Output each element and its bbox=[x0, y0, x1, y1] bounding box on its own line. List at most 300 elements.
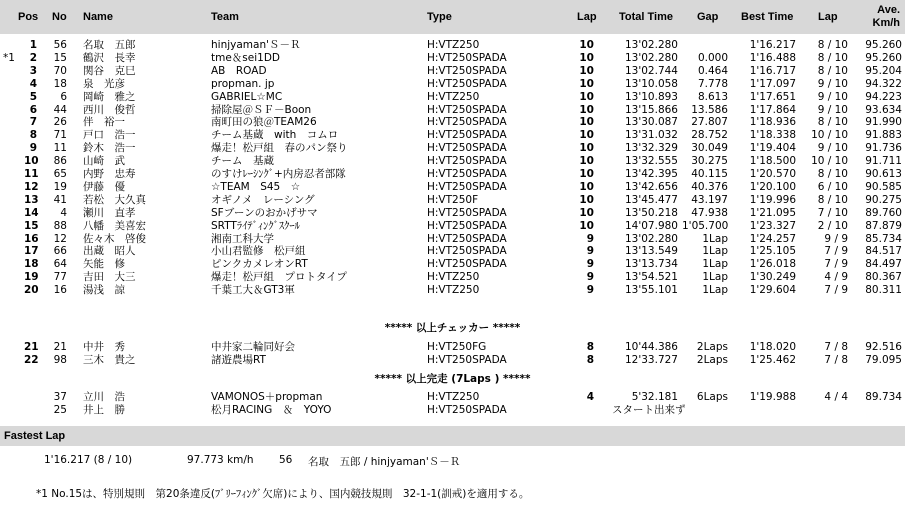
row-best-time: 1'19.996 bbox=[749, 194, 796, 206]
results-header bbox=[0, 0, 905, 34]
row-lap: 9 bbox=[586, 271, 594, 283]
row-pos: 21 bbox=[24, 341, 39, 353]
row-lap: 10 bbox=[579, 91, 594, 103]
header-total-time: Total Time bbox=[619, 11, 673, 23]
row-lap: 10 bbox=[579, 129, 594, 141]
row-name: 八幡 美喜宏 bbox=[83, 220, 146, 232]
row-gap: 40.376 bbox=[691, 181, 728, 193]
row-gap: 1Lap bbox=[702, 284, 728, 296]
row-name: 三木 貴之 bbox=[83, 354, 136, 366]
row-best-time: 1'30.249 bbox=[749, 271, 796, 283]
row-type: H:VT250SPADA bbox=[427, 116, 507, 128]
row-gap: 40.115 bbox=[691, 168, 728, 180]
row-gap: 43.197 bbox=[691, 194, 728, 206]
row-type: H:VT250SPADA bbox=[427, 404, 507, 416]
row-type: H:VT250SPADA bbox=[427, 52, 507, 64]
row-name: 名取 五郎 bbox=[83, 39, 136, 51]
row-gap: 0.464 bbox=[697, 65, 728, 77]
row-pos: 12 bbox=[24, 181, 39, 193]
row-lap: 10 bbox=[579, 207, 594, 219]
row-team: オギノメ レーシング bbox=[211, 194, 315, 206]
table-row bbox=[0, 404, 905, 416]
header-best-time: Best Time bbox=[741, 11, 794, 23]
row-name: 井上 勝 bbox=[83, 404, 125, 416]
header-team: Team bbox=[211, 11, 239, 23]
row-team: AB ROAD bbox=[211, 65, 267, 77]
row-best-time: 1'25.462 bbox=[749, 354, 796, 366]
row-total-time: 10'44.386 bbox=[625, 341, 678, 353]
row-no: 19 bbox=[53, 181, 67, 193]
row-pos: 6 bbox=[29, 104, 37, 116]
checker-separator-label: ***** 以上チェッカー ***** bbox=[384, 322, 521, 334]
row-best-lap: 10 / 10 bbox=[811, 155, 848, 167]
row-ave: 79.095 bbox=[865, 354, 902, 366]
fastest-lap-rider: 名取 五郎 / hinjyaman'Ｓ－Ｒ bbox=[308, 456, 461, 468]
table-row bbox=[0, 65, 905, 77]
footnote: *1 No.15は、特別規則 第20条違反(ﾌﾞﾘｰﾌｨﾝｸﾞ欠席)により、国内競技規則 32-1-1(訓戒)を適用する。 bbox=[36, 488, 530, 500]
row-type: H:VT250SPADA bbox=[427, 258, 507, 270]
row-no: 6 bbox=[60, 91, 67, 103]
row-lap: 10 bbox=[579, 168, 594, 180]
row-lap: 8 bbox=[586, 341, 594, 353]
row-lap: 10 bbox=[579, 181, 594, 193]
row-best-lap: 9 / 9 bbox=[824, 233, 848, 245]
row-gap: 30.275 bbox=[691, 155, 728, 167]
row-best-lap: 7 / 9 bbox=[824, 245, 848, 257]
row-mark: *1 bbox=[3, 52, 15, 64]
row-name: 湯浅 諒 bbox=[83, 284, 125, 296]
row-best-time: 1'17.864 bbox=[749, 104, 796, 116]
row-total-time: 13'55.101 bbox=[625, 284, 678, 296]
row-total-time: 13'02.280 bbox=[625, 39, 678, 51]
row-team: GABRIEL☆MC bbox=[211, 91, 283, 103]
table-row bbox=[0, 194, 905, 206]
row-total-time: 13'02.744 bbox=[625, 65, 678, 77]
row-ave: 85.734 bbox=[865, 233, 902, 245]
row-best-time: 1'18.020 bbox=[749, 341, 796, 353]
row-type: H:VT250SPADA bbox=[427, 129, 507, 141]
row-best-time: 1'16.488 bbox=[749, 52, 796, 64]
row-best-time: 1'21.095 bbox=[749, 207, 796, 219]
row-gap: 0.000 bbox=[697, 52, 728, 64]
row-pos: 19 bbox=[24, 271, 39, 283]
row-team: ピンクカメレオンRT bbox=[211, 258, 308, 270]
row-gap: 28.752 bbox=[691, 129, 728, 141]
row-gap: 47.938 bbox=[691, 207, 728, 219]
row-best-time: 1'18.338 bbox=[749, 129, 796, 141]
row-team: ☆TEAM S45 ☆ bbox=[211, 181, 301, 193]
row-gap: 1Lap bbox=[702, 245, 728, 257]
row-team: 南町田の狼＠TEAM26 bbox=[211, 116, 317, 128]
row-name: 関谷 克巳 bbox=[83, 65, 136, 77]
row-pos: 1 bbox=[29, 39, 37, 51]
row-team: 諸遊農場RT bbox=[211, 354, 266, 366]
row-pos: 11 bbox=[24, 168, 39, 180]
row-pos: 8 bbox=[29, 129, 37, 141]
row-ave: 84.497 bbox=[865, 258, 902, 270]
row-team: SRTTﾗｲﾃﾞｨﾝｸﾞｽｸｰﾙ bbox=[211, 220, 300, 232]
fastest-lap-line bbox=[0, 454, 905, 468]
row-best-time: 1'18.500 bbox=[749, 155, 796, 167]
row-gap: 1'05.700 bbox=[682, 220, 729, 232]
row-name: 伴 裕一 bbox=[83, 116, 125, 128]
row-total-time: 12'33.727 bbox=[625, 354, 678, 366]
row-ave: 95.260 bbox=[865, 52, 902, 64]
row-gap: 27.807 bbox=[691, 116, 728, 128]
header-no: No bbox=[52, 11, 67, 23]
table-row bbox=[0, 129, 905, 141]
row-best-lap: 9 / 10 bbox=[817, 142, 848, 154]
row-best-lap: 7 / 9 bbox=[824, 258, 848, 270]
table-row bbox=[0, 52, 905, 64]
row-team: SFブーンのおかげサマ bbox=[211, 207, 318, 219]
row-lap: 10 bbox=[579, 78, 594, 90]
row-total-time: 13'10.893 bbox=[625, 91, 678, 103]
row-team: 爆走！松戸組 春のパン祭り bbox=[211, 142, 348, 154]
row-total-time: スタート出来ず bbox=[612, 404, 686, 416]
table-row bbox=[0, 245, 905, 257]
row-gap: 1Lap bbox=[702, 271, 728, 283]
row-no: 4 bbox=[60, 207, 67, 219]
row-name: 吉田 大三 bbox=[83, 271, 136, 283]
row-team: VAMONOS＋propman bbox=[211, 391, 323, 403]
table-row bbox=[0, 284, 905, 296]
row-pos: 7 bbox=[29, 116, 37, 128]
row-ave: 95.260 bbox=[865, 39, 902, 51]
header-ave bbox=[852, 4, 900, 30]
header-name: Name bbox=[83, 11, 113, 23]
row-ave: 93.634 bbox=[865, 104, 902, 116]
table-row bbox=[0, 181, 905, 193]
row-total-time: 13'02.280 bbox=[625, 233, 678, 245]
row-best-lap: 7 / 8 bbox=[824, 341, 848, 353]
row-lap: 10 bbox=[579, 39, 594, 51]
row-pos: 22 bbox=[24, 354, 39, 366]
row-name: 泉 光彦 bbox=[83, 78, 125, 90]
row-best-time: 1'17.097 bbox=[749, 78, 796, 90]
row-pos: 16 bbox=[24, 233, 39, 245]
row-best-lap: 8 / 10 bbox=[817, 116, 848, 128]
row-type: H:VT250SPADA bbox=[427, 142, 507, 154]
header-pos: Pos bbox=[18, 11, 39, 23]
header-ave-line2: Km/h bbox=[872, 17, 900, 29]
row-pos: 13 bbox=[24, 194, 39, 206]
row-gap: 13.586 bbox=[691, 104, 728, 116]
row-no: 44 bbox=[53, 104, 67, 116]
row-team: チーム基蔵 with コムロ bbox=[211, 129, 339, 141]
row-pos: 10 bbox=[24, 155, 39, 167]
row-name: 矢能 修 bbox=[83, 258, 125, 270]
row-no: 70 bbox=[53, 65, 67, 77]
row-no: 41 bbox=[53, 194, 67, 206]
row-type: H:VT250FG bbox=[427, 341, 487, 353]
row-name: 佐々木 啓俊 bbox=[83, 233, 146, 245]
table-row bbox=[0, 391, 905, 403]
row-ave: 87.879 bbox=[865, 220, 902, 232]
row-gap: 7.778 bbox=[697, 78, 728, 90]
row-best-lap: 8 / 10 bbox=[817, 65, 848, 77]
row-best-lap: 9 / 10 bbox=[817, 104, 848, 116]
row-total-time: 13'42.395 bbox=[625, 168, 678, 180]
row-best-lap: 6 / 10 bbox=[817, 181, 848, 193]
row-best-lap: 9 / 10 bbox=[817, 78, 848, 90]
row-total-time: 13'32.329 bbox=[625, 142, 678, 154]
row-total-time: 13'30.087 bbox=[625, 116, 678, 128]
row-type: H:VTZ250 bbox=[427, 271, 480, 283]
row-total-time: 13'42.656 bbox=[625, 181, 678, 193]
header-gap: Gap bbox=[697, 11, 719, 23]
row-type: H:VTZ250 bbox=[427, 391, 480, 403]
row-best-time: 1'29.604 bbox=[749, 284, 796, 296]
row-lap: 10 bbox=[579, 194, 594, 206]
row-no: 21 bbox=[53, 341, 67, 353]
row-total-time: 13'13.734 bbox=[625, 258, 678, 270]
row-gap: 6Laps bbox=[696, 391, 728, 403]
row-ave: 90.613 bbox=[865, 168, 902, 180]
row-lap: 10 bbox=[579, 65, 594, 77]
row-best-time: 1'17.651 bbox=[749, 91, 796, 103]
table-row bbox=[0, 104, 905, 116]
row-best-time: 1'20.570 bbox=[749, 168, 796, 180]
row-best-lap: 7 / 10 bbox=[817, 207, 848, 219]
row-total-time: 13'32.555 bbox=[625, 155, 678, 167]
row-no: 11 bbox=[53, 142, 67, 154]
row-best-time: 1'16.217 bbox=[749, 39, 796, 51]
row-gap: 1Lap bbox=[702, 233, 728, 245]
row-no: 26 bbox=[53, 116, 67, 128]
row-team: 掃除屋＠ＳＦ－Boon bbox=[211, 104, 312, 116]
row-team: propman. jp bbox=[211, 78, 275, 90]
row-lap: 4 bbox=[586, 391, 594, 403]
row-type: H:VTZ250 bbox=[427, 284, 480, 296]
row-name: 鈴木 浩一 bbox=[83, 142, 136, 154]
table-row bbox=[0, 271, 905, 283]
row-pos: 18 bbox=[24, 258, 39, 270]
row-gap: 2Laps bbox=[696, 354, 728, 366]
row-name: 西川 俊哲 bbox=[83, 104, 136, 116]
finish-separator-label: ***** 以上完走 (7Laps ) ***** bbox=[374, 373, 531, 385]
table-row bbox=[0, 220, 905, 232]
row-name: 伊藤 優 bbox=[83, 181, 125, 193]
row-lap: 10 bbox=[579, 104, 594, 116]
table-row bbox=[0, 142, 905, 154]
table-row bbox=[0, 39, 905, 51]
row-name: 山崎 武 bbox=[83, 155, 125, 167]
row-best-time: 1'25.105 bbox=[749, 245, 796, 257]
table-row bbox=[0, 233, 905, 245]
row-no: 56 bbox=[53, 39, 67, 51]
row-best-lap: 8 / 10 bbox=[817, 168, 848, 180]
table-row bbox=[0, 258, 905, 270]
row-best-time: 1'20.100 bbox=[749, 181, 796, 193]
row-total-time: 13'50.218 bbox=[625, 207, 678, 219]
row-best-lap: 7 / 9 bbox=[824, 284, 848, 296]
row-name: 岡崎 雅之 bbox=[83, 91, 136, 103]
row-team: チーム 基蔵 bbox=[211, 155, 274, 167]
table-row bbox=[0, 168, 905, 180]
row-name: 鶴沢 長幸 bbox=[83, 52, 136, 64]
row-total-time: 13'54.521 bbox=[625, 271, 678, 283]
row-ave: 90.275 bbox=[865, 194, 902, 206]
fastest-lap-no: 56 bbox=[279, 454, 293, 466]
header-type: Type bbox=[427, 11, 452, 23]
row-ave: 92.516 bbox=[865, 341, 902, 353]
row-ave: 94.223 bbox=[865, 91, 902, 103]
row-ave: 89.734 bbox=[865, 391, 902, 403]
row-total-time: 13'31.032 bbox=[625, 129, 678, 141]
row-best-lap: 7 / 8 bbox=[824, 354, 848, 366]
row-no: 88 bbox=[53, 220, 67, 232]
fastest-lap-title: Fastest Lap bbox=[4, 430, 66, 442]
row-no: 12 bbox=[53, 233, 67, 245]
row-gap: 8.613 bbox=[697, 91, 728, 103]
row-best-time: 1'16.717 bbox=[749, 65, 796, 77]
table-row bbox=[0, 91, 905, 103]
row-ave: 91.990 bbox=[865, 116, 902, 128]
row-name: 戸口 浩一 bbox=[83, 129, 136, 141]
row-team: 小山君監修 松戸組 bbox=[211, 245, 306, 257]
row-team: 爆走！松戸組 プロトタイプ bbox=[211, 271, 347, 283]
row-type: H:VT250SPADA bbox=[427, 168, 507, 180]
row-ave: 80.367 bbox=[865, 271, 902, 283]
row-best-lap: 4 / 4 bbox=[824, 391, 848, 403]
row-no: 18 bbox=[53, 78, 67, 90]
row-best-time: 1'19.988 bbox=[749, 391, 796, 403]
row-team: のすけﾚｰｼﾝｸﾞ+内房忍者部隊 bbox=[211, 168, 346, 180]
row-lap: 10 bbox=[579, 142, 594, 154]
row-no: 98 bbox=[53, 354, 67, 366]
row-ave: 94.322 bbox=[865, 78, 902, 90]
row-ave: 90.585 bbox=[865, 181, 902, 193]
row-best-lap: 8 / 10 bbox=[817, 194, 848, 206]
row-name: 若松 大久真 bbox=[83, 194, 146, 206]
row-name: 中井 秀 bbox=[83, 341, 125, 353]
row-best-time: 1'23.327 bbox=[749, 220, 796, 232]
row-lap: 10 bbox=[579, 116, 594, 128]
row-pos: 14 bbox=[24, 207, 39, 219]
table-row bbox=[0, 341, 905, 353]
row-gap: 30.049 bbox=[691, 142, 728, 154]
row-lap: 9 bbox=[586, 258, 594, 270]
row-total-time: 13'15.866 bbox=[625, 104, 678, 116]
row-type: H:VT250SPADA bbox=[427, 245, 507, 257]
row-ave: 95.204 bbox=[865, 65, 902, 77]
row-type: H:VT250SPADA bbox=[427, 207, 507, 219]
row-lap: 9 bbox=[586, 233, 594, 245]
row-no: 64 bbox=[53, 258, 67, 270]
row-no: 37 bbox=[53, 391, 67, 403]
row-pos: 3 bbox=[29, 65, 37, 77]
row-type: H:VT250F bbox=[427, 194, 479, 206]
row-team: tme＆sei1DD bbox=[211, 52, 281, 64]
row-lap: 9 bbox=[586, 245, 594, 257]
fastest-lap-title-bar bbox=[0, 426, 905, 446]
row-best-lap: 10 / 10 bbox=[811, 129, 848, 141]
row-no: 71 bbox=[53, 129, 67, 141]
row-total-time: 5'32.181 bbox=[631, 391, 678, 403]
row-no: 16 bbox=[53, 284, 67, 296]
row-lap: 8 bbox=[586, 354, 594, 366]
row-team: 中井家二輪同好会 bbox=[211, 341, 295, 353]
row-type: H:VTZ250 bbox=[427, 91, 480, 103]
row-total-time: 13'13.549 bbox=[625, 245, 678, 257]
row-pos: 17 bbox=[24, 245, 39, 257]
row-ave: 89.760 bbox=[865, 207, 902, 219]
row-best-time: 1'18.936 bbox=[749, 116, 796, 128]
row-no: 15 bbox=[53, 52, 67, 64]
row-no: 77 bbox=[53, 271, 67, 283]
row-total-time: 13'02.280 bbox=[625, 52, 678, 64]
row-ave: 91.736 bbox=[865, 142, 902, 154]
row-team: hinjyaman'Ｓ－Ｒ bbox=[211, 39, 301, 51]
header-ave-line1: Ave. bbox=[877, 4, 900, 16]
header-lap: Lap bbox=[577, 11, 597, 23]
row-name: 出蔵 昭人 bbox=[83, 245, 136, 257]
table-row bbox=[0, 155, 905, 167]
row-type: H:VT250SPADA bbox=[427, 181, 507, 193]
row-team: 湘南工科大学 bbox=[211, 233, 274, 245]
row-best-lap: 8 / 10 bbox=[817, 52, 848, 64]
row-total-time: 13'10.058 bbox=[625, 78, 678, 90]
row-team: 松月RACING ＆ YOYO bbox=[211, 404, 332, 416]
row-pos: 20 bbox=[24, 284, 39, 296]
row-total-time: 14'07.980 bbox=[625, 220, 678, 232]
row-best-time: 1'19.404 bbox=[749, 142, 796, 154]
table-row bbox=[0, 354, 905, 366]
table-row bbox=[0, 207, 905, 219]
row-pos: 4 bbox=[29, 78, 37, 90]
row-type: H:VT250SPADA bbox=[427, 65, 507, 77]
row-lap: 10 bbox=[579, 220, 594, 232]
row-lap: 9 bbox=[586, 284, 594, 296]
row-ave: 84.517 bbox=[865, 245, 902, 257]
row-best-time: 1'26.018 bbox=[749, 258, 796, 270]
row-type: H:VT250SPADA bbox=[427, 233, 507, 245]
row-lap: 10 bbox=[579, 52, 594, 64]
table-row bbox=[0, 116, 905, 128]
row-pos: 5 bbox=[29, 91, 37, 103]
row-name: 立川 浩 bbox=[83, 391, 125, 403]
row-best-time: 1'24.257 bbox=[749, 233, 796, 245]
row-pos: 15 bbox=[24, 220, 39, 232]
row-lap: 10 bbox=[579, 155, 594, 167]
row-name: 内野 忠寿 bbox=[83, 168, 136, 180]
row-team: 千葉工大＆GT3軍 bbox=[211, 284, 295, 296]
table-row bbox=[0, 78, 905, 90]
row-no: 86 bbox=[53, 155, 67, 167]
row-type: H:VT250SPADA bbox=[427, 354, 507, 366]
row-gap: 2Laps bbox=[696, 341, 728, 353]
row-type: H:VT250SPADA bbox=[427, 104, 507, 116]
row-type: H:VT250SPADA bbox=[427, 220, 507, 232]
row-pos: 2 bbox=[29, 52, 37, 64]
row-pos: 9 bbox=[29, 142, 37, 154]
row-no: 25 bbox=[53, 404, 67, 416]
row-best-lap: 2 / 10 bbox=[817, 220, 848, 232]
row-best-lap: 9 / 10 bbox=[817, 91, 848, 103]
row-no: 65 bbox=[53, 168, 67, 180]
row-ave: 91.711 bbox=[865, 155, 902, 167]
row-type: H:VTZ250 bbox=[427, 39, 480, 51]
row-name: 瀬川 直孝 bbox=[83, 207, 136, 219]
row-best-lap: 8 / 10 bbox=[817, 39, 848, 51]
header-best-lap: Lap bbox=[818, 11, 838, 23]
fastest-lap-speed: 97.773 km/h bbox=[187, 454, 254, 466]
row-ave: 80.311 bbox=[865, 284, 902, 296]
row-ave: 91.883 bbox=[865, 129, 902, 141]
row-type: H:VT250SPADA bbox=[427, 78, 507, 90]
row-total-time: 13'45.477 bbox=[625, 194, 678, 206]
